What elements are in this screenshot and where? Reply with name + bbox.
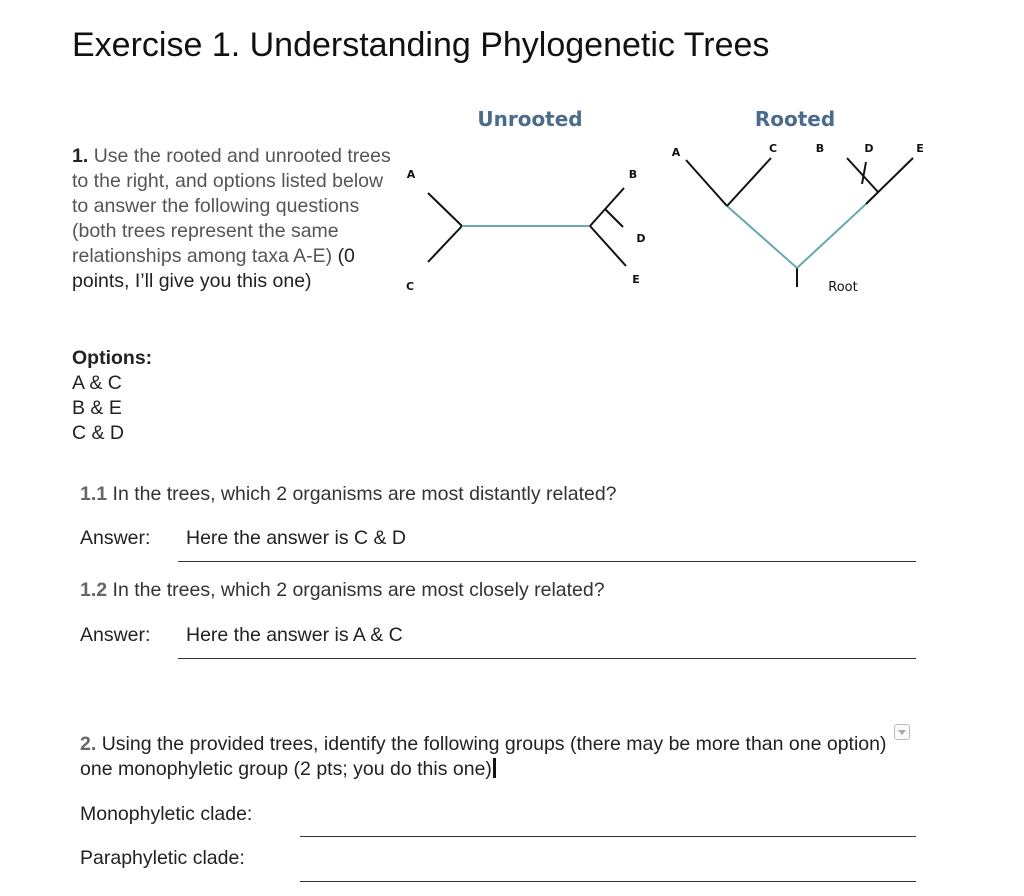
question-1-text: Use the rooted and unrooted trees to the right, and options listed below to answer the following questions (both trees represent the same relationships among taxa A-E) [72,145,391,267]
phylogenetic-trees-figure [0,0,1024,320]
unrooted-taxon-c: C [405,280,415,293]
unrooted-branch-c [428,226,462,262]
answer-label: Answer: [80,624,151,646]
rooted-branch-d [862,162,866,184]
page-title: Exercise 1. Understanding Phylogenetic Trees [72,26,770,64]
question-1-1-text: In the trees, which 2 organisms are most distantly related? [112,483,617,505]
answer-1-1-underline [178,561,916,562]
text-cursor [493,758,496,778]
rooted-taxon-c: C [768,142,778,155]
rooted-branch-b [847,158,878,192]
options-title: Options: [72,347,153,369]
option-item: C & D [72,422,125,444]
unrooted-branch-d [605,209,623,227]
rooted-taxon-e: E [916,142,924,155]
question-1-1 [80,483,617,506]
unrooted-taxon-b: B [628,168,638,181]
unrooted-taxon-d: D [636,232,646,245]
question-2-text: Using the provided trees, identify the following groups (there may be more than one option) one monophyletic group (2 pts; you do this one) [80,733,887,780]
rooted-heading: Rooted [754,107,836,131]
option-item: B & E [72,397,122,419]
question-2-number: 2. [80,733,97,755]
monophyletic-answer-line[interactable] [300,836,916,837]
unrooted-branch-a [428,193,462,226]
rooted-branch-e [866,158,913,204]
rooted-taxon-a: A [671,146,681,159]
rooted-internal-right [797,204,866,268]
question-1-2-number: 1.2 [80,579,108,601]
monophyletic-label: Monophyletic clade: [80,803,253,825]
rooted-internal-left [727,206,797,268]
rooted-branch-c [727,158,771,206]
question-1-1-number: 1.1 [80,483,108,505]
unrooted-heading: Unrooted [477,107,583,131]
question-1-number: 1. [72,145,89,167]
answer-label: Answer: [80,527,151,549]
unrooted-branch-e [590,226,626,266]
answer-1-2-underline [178,658,916,659]
comment-dropdown-icon[interactable] [894,724,910,740]
question-1-2 [80,579,605,602]
unrooted-taxon-e: E [632,273,640,286]
unrooted-taxon-a: A [406,168,416,181]
rooted-branch-a [686,160,727,206]
question-2 [80,732,910,782]
question-1-2-text: In the trees, which 2 organisms are most closely related? [112,579,605,601]
answer-1-2-input[interactable]: Here the answer is A & C [186,624,403,646]
question-1-note: (0 points, I’ll give you this one) [72,245,355,292]
unrooted-branch-b [590,188,624,226]
paraphyletic-answer-line[interactable] [300,881,916,882]
rooted-taxon-d: D [864,142,874,155]
paraphyletic-label: Paraphyletic clade: [80,847,245,869]
options-list [72,346,152,446]
rooted-root-label: Root [828,280,858,295]
rooted-taxon-b: B [815,142,825,155]
option-item: A & C [72,372,122,394]
answer-1-1-input[interactable]: Here the answer is C & D [186,527,406,549]
